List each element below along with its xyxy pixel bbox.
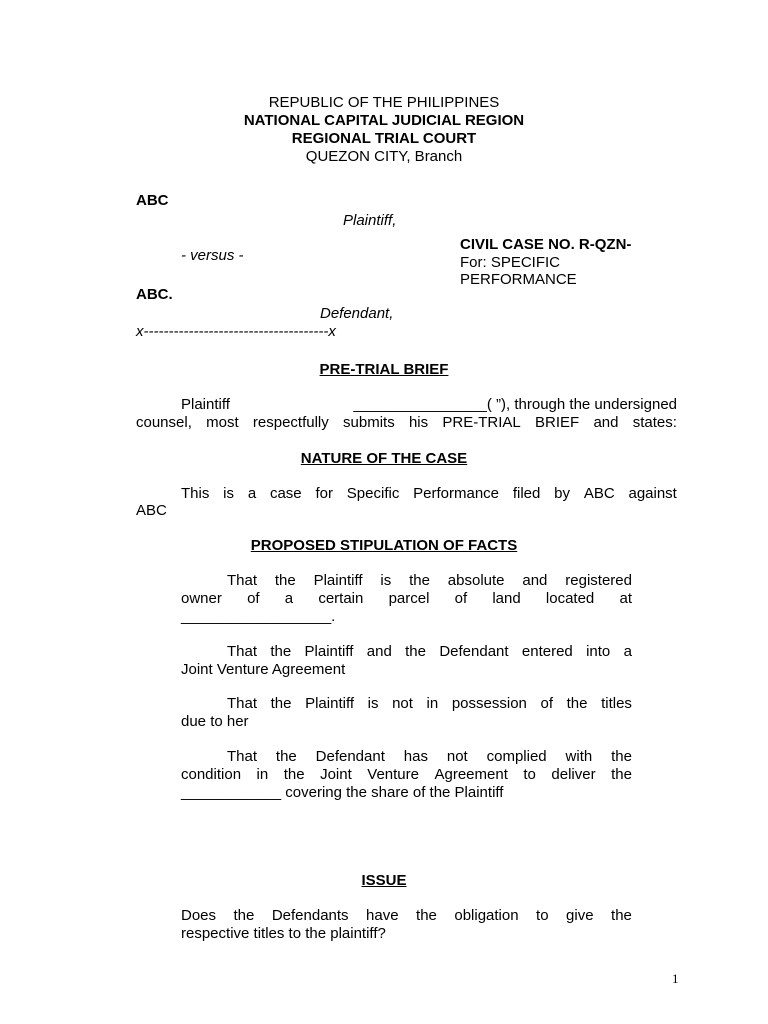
issue-line2: respective titles to the plaintiff? (181, 925, 386, 942)
plaintiff-name: ABC (136, 192, 169, 209)
case-number: CIVIL CASE NO. R-QZN- (460, 236, 632, 253)
court-header-court: REGIONAL TRIAL COURT (291, 130, 477, 147)
fact1-line3: __________________. (181, 608, 336, 625)
fact2-line2: Joint Venture Agreement (181, 661, 346, 678)
nature-line1: This is a case for Specific Performance filed by ABC against (181, 485, 677, 502)
fact4-line3: ____________ covering the share of the Plaintiff (181, 784, 504, 801)
fact1-line1: That the Plaintiff is the absolute and registered (227, 572, 632, 589)
fact4-line1: That the Defendant has not complied with the (227, 748, 632, 765)
intro-plaintiff-word: Plaintiff (181, 396, 230, 413)
fact3-line2: due to her (181, 713, 249, 730)
fact1-line2 (181, 590, 632, 608)
stipulation-heading: PROPOSED STIPULATION OF FACTS (250, 537, 518, 554)
issue-line1: Does the Defendants have the obligation to give the (181, 907, 632, 924)
intro-line1-rest: ________________( ”), through the undersigned (353, 396, 677, 413)
fact4-line2: condition in the Joint Venture Agreement to deliver the (181, 766, 632, 783)
issue-heading: ISSUE (361, 872, 407, 889)
court-header-region: NATIONAL CAPITAL JUDICIAL REGION (243, 112, 525, 129)
nature-line2: ABC (136, 502, 167, 519)
document-title: PRE-TRIAL BRIEF (319, 361, 449, 378)
plaintiff-role: Plaintiff, (343, 212, 397, 229)
fact3-line1: That the Plaintiff is not in possession of the titles (227, 695, 632, 712)
defendant-role: Defendant, (320, 305, 394, 322)
court-header-city: QUEZON CITY, Branch (305, 148, 463, 165)
intro-line1 (181, 396, 677, 414)
defendant-name: ABC. (136, 286, 173, 303)
fact1-line2-text: owner of a certain parcel of land located at (181, 590, 632, 607)
case-for-line1: For: SPECIFIC (460, 254, 561, 271)
intro-line2: counsel, most respectfully submits his PRE-TRIAL BRIEF and states: (136, 414, 677, 431)
fact2-line1: That the Plaintiff and the Defendant entered into a (227, 643, 632, 660)
page-number: 1 (672, 971, 679, 986)
caption-separator: x-------------------------------------x (136, 323, 336, 340)
nature-heading: NATURE OF THE CASE (300, 450, 468, 467)
versus-label: - versus - (181, 247, 244, 264)
case-for-line2: PERFORMANCE (460, 271, 577, 288)
court-header-republic: REPUBLIC OF THE PHILIPPINES (268, 94, 500, 111)
